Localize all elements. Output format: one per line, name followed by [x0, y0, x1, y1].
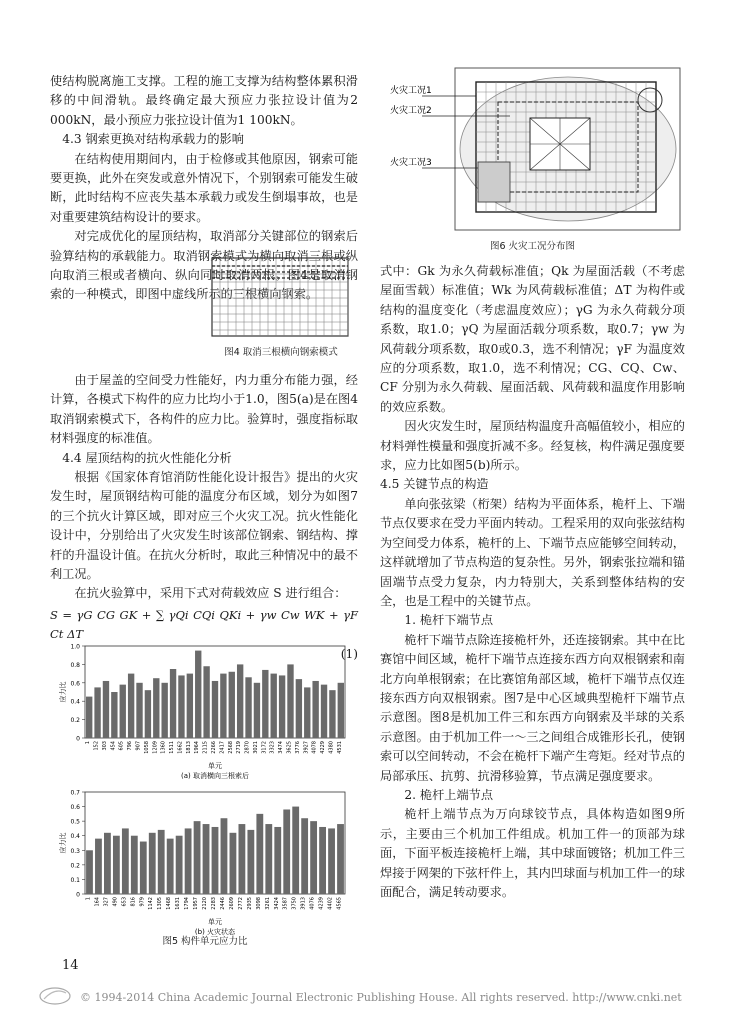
paragraph: 桅杆下端节点除连接桅杆外，还连接钢索。其中在比赛馆中间区域，桅杆下端节点连接东西方向双根钢索和南北方向单根钢索；在比赛馆角部区域，桅杆下端节点仅连接东西方向双根钢索。图7是中心区域典型桅杆下端节点示意图。图8是机加工件三和东西方向钢索及半球的关系示意图。由于机加工件一～三之间组合成锥形长孔，使钢索可以空间转动，不会在桅杆下端产生弯矩。经对节点的局部承压、抗剪、抗滑移验算，节点满足强度要求。 [380, 632, 685, 783]
paragraph: 在结构使用期间内，由于检修或其他原因，钢索可能要更换，此外在突发或意外情况下，个别钢索可能发生破断，此时结构不应丧失基本承载力或发生倒塌事故，也是对重要建筑结构设计的要求。 [50, 151, 358, 224]
x-tick-label: 4531 [336, 741, 343, 754]
bar [274, 827, 281, 894]
bar [304, 687, 310, 738]
y-tick-label: 0.3 [70, 847, 80, 855]
x-tick-label: 164 [94, 897, 101, 907]
paragraph: 单向张弦梁（桁架）结构为平面体系，桅杆上、下端节点仅要求在受力平面内转动。工程采用的双向张弦结构为空间受力体系，桅杆的上、下端节点应能够空间转动，这样就增加了节点构造的复杂性。另外，钢索张拉端和锚固端节点受力复杂，内力特别大，关系到整体结构的安全，也是工程中的关键节点。 [380, 496, 685, 608]
bar [122, 828, 129, 894]
subheading: 2. 桅杆上端节点 [404, 787, 494, 802]
x-tick-label: 1813 [185, 741, 192, 754]
x-tick-label: 907 [135, 741, 142, 751]
x-axis-label: 单元 [208, 762, 222, 770]
bar [310, 821, 317, 894]
bar [328, 828, 335, 894]
x-tick-label: 2417 [219, 741, 226, 754]
bar [153, 678, 159, 738]
bar [256, 814, 263, 894]
bar [292, 807, 299, 894]
section-heading-4-3: 4.3 钢索更换对结构承载力的影响 [62, 132, 244, 147]
bar [229, 672, 235, 738]
x-axis-label: 单元 [208, 918, 222, 926]
bar [238, 824, 245, 894]
bar [167, 839, 174, 894]
fire-zone-3 [478, 162, 510, 202]
x-tick-label: 3474 [278, 741, 285, 754]
x-tick-label: 4402 [327, 897, 334, 910]
x-tick-label: 2568 [227, 741, 234, 754]
bar [128, 674, 134, 738]
page-number: 14 [62, 958, 79, 973]
bar [203, 666, 209, 738]
paragraph: 因火灾发生时，屋顶结构温度升高幅值较小，相应的材料弹性模量和强度折减不多。经复核，构件满足强度要求，应力比如图5(b)所示。 [380, 419, 685, 473]
bar [221, 818, 228, 894]
bar [158, 830, 165, 894]
bar [265, 824, 272, 894]
left-column-lower [50, 371, 358, 664]
x-tick-label: 303 [101, 741, 108, 751]
bar [86, 697, 92, 738]
section-heading-4-5: 4.5 关键节点的构造 [380, 477, 489, 492]
x-tick-label: 454 [110, 741, 117, 751]
bar [104, 833, 111, 894]
x-tick-label: 3750 [291, 897, 298, 910]
bar [237, 664, 243, 738]
x-tick-label: 653 [121, 897, 128, 907]
x-tick-label: 3021 [252, 741, 259, 754]
copyright-footer: © 1994-2014 China Academic Journal Electronic Publishing House. All rights reserved. http://www.cnki.net [80, 991, 682, 1004]
bar [194, 821, 201, 894]
paragraph: 由于屋盖的空间受力性能好，内力重分布能力强，经计算，各模式下构件的应力比均小于1.0，图5(a)是在图4取消钢索模式下，各构件的应力比。验算时，强度指标取材料强度的标准值。 [50, 373, 358, 446]
bar [86, 850, 93, 894]
bar [212, 827, 219, 894]
x-tick-label: 1 [85, 897, 92, 901]
bar [185, 828, 192, 894]
x-tick-label: 152 [93, 741, 100, 751]
subheading: 1. 桅杆下端节点 [404, 613, 494, 628]
bar [245, 677, 251, 738]
bar [321, 685, 327, 738]
x-tick-label: 1794 [184, 897, 191, 910]
x-tick-label: 2283 [211, 897, 217, 910]
x-tick-label: 816 [130, 897, 137, 907]
bar [203, 824, 210, 894]
formula-text: S = γG CG GK + ∑ γQi CQi QKi + γw Cw WK + γF Ct ΔT [50, 607, 358, 642]
bar [338, 683, 344, 738]
x-tick-label: 3927 [303, 741, 310, 754]
bar [283, 809, 290, 894]
x-tick-label: 2609 [228, 897, 235, 910]
paragraph: 根据《国家体育馆消防性能化设计报告》提出的火灾发生时，屋顶钢结构可能的温度分布区域，划分为如图7的三个抗火计算区域，即对应三个火灾工况。抗火性能化设计中，分别给出了火灾发生时该部位钢索、钢结构、撑杆的升温设计值。在抗火分析时，取此三种情况中的最不利工况。 [50, 470, 358, 582]
bar [337, 824, 344, 894]
x-tick-label: 3261 [264, 897, 271, 910]
chart-a [55, 640, 355, 780]
bar [287, 664, 293, 738]
x-tick-label: 1058 [143, 741, 150, 754]
bar [176, 836, 183, 894]
y-tick-label: 0.7 [70, 789, 80, 797]
bar [136, 683, 142, 738]
bar [178, 675, 184, 738]
formula [50, 606, 358, 645]
x-tick-label: 1360 [160, 741, 167, 754]
bar [312, 681, 318, 738]
bar [212, 681, 218, 738]
paragraph: 式中：Gk 为永久荷载标准值；Qk 为屋面活载（不考虑屋面雪载）标准值；Wk 为风荷载标准值；ΔT 为构件或结构的温度变化（考虑温度效应）；γG 为永久荷载分项系数，取1.0；γQ 为屋面活载分项系数，取0.7；γw 为风荷载分项系数，取0或0.3，选不利情况；γF 为温度效应的分项系数，取1.0，选不利情况；CG、CQ、Cw、CF 分别为永久荷载、屋面活载、风荷载和温度作用影响的效应系数。 [380, 264, 685, 414]
bar [140, 842, 147, 894]
figure-6-caption: 图6 火灾工况分布图 [489, 241, 576, 252]
figure-4 [206, 250, 356, 360]
bar [95, 839, 102, 894]
x-tick-label: 4229 [320, 741, 327, 754]
x-tick-label: 1964 [194, 741, 201, 754]
paragraph: 使结构脱离施工支撑。工程的施工支撑为结构整体累积滑移的中间滑轨。最终确定最大预应力张拉设计值为2 000kN，最小预应力张拉设计值为1 100kN。 [50, 74, 358, 127]
x-tick-label: 3323 [269, 741, 276, 754]
y-tick-label: 0.6 [70, 804, 80, 812]
y-tick-label: 1.0 [70, 643, 80, 651]
x-tick-label: 2120 [202, 897, 209, 910]
cnki-logo-icon [38, 985, 72, 1007]
bar [247, 830, 254, 894]
x-tick-label: 1142 [148, 897, 155, 910]
section-heading-4-4: 4.4 屋顶结构的抗火性能化分析 [62, 450, 232, 465]
fire-label-2: 火灾工况2 [390, 106, 432, 116]
x-tick-label: 2935 [246, 897, 253, 910]
subfigure-caption: (b) 火灾状态 [194, 928, 236, 936]
x-tick-label: 1305 [157, 897, 164, 910]
bar [254, 683, 260, 738]
bar [94, 687, 100, 738]
bar [296, 679, 302, 738]
x-tick-label: 1209 [152, 741, 159, 754]
chart-b [55, 786, 355, 936]
x-tick-label: 1468 [166, 897, 173, 910]
y-tick-label: 0.4 [70, 698, 80, 706]
y-axis-label: 应力比 [59, 832, 67, 854]
x-tick-label: 3172 [261, 741, 268, 754]
y-tick-label: 0.4 [70, 833, 80, 841]
x-tick-label: 3625 [286, 741, 293, 754]
y-axis-label: 应力比 [59, 681, 67, 703]
x-tick-label: 3098 [255, 897, 262, 910]
bar [187, 674, 193, 738]
x-tick-label: 4078 [311, 741, 318, 754]
figure-4-grid [206, 250, 356, 342]
figure-5 [55, 640, 355, 940]
y-tick-label: 0 [76, 891, 80, 899]
bar [301, 818, 308, 894]
bar [279, 675, 285, 738]
x-tick-label: 605 [118, 741, 125, 751]
x-tick-label: 4565 [336, 897, 343, 910]
y-tick-label: 0 [76, 735, 80, 743]
center-hatch [530, 118, 590, 170]
removed-cables [212, 266, 348, 278]
x-tick-label: 327 [103, 897, 110, 907]
x-tick-label: 3424 [273, 897, 280, 910]
bar [113, 836, 120, 894]
y-tick-label: 0.8 [70, 661, 80, 669]
x-tick-label: 1957 [193, 897, 200, 910]
y-tick-label: 0.5 [70, 818, 80, 826]
x-tick-label: 3587 [282, 897, 289, 910]
fire-label-1: 火灾工况1 [390, 86, 432, 96]
x-tick-label: 1511 [169, 741, 176, 754]
paragraph: 桅杆上端节点为万向球铰节点，具体构造如图9所示，主要由三个机加工件组成。机加工件一的顶部为球面，下面平板连接桅杆上端，其中球面镀铬；机加工件三焊接于网架的下弦杆件上，其内凹球面与机加工件一的球面配合，满足转动要求。 [380, 807, 685, 899]
bar [195, 651, 201, 738]
x-tick-label: 1631 [175, 897, 182, 910]
x-tick-label: 2446 [219, 897, 226, 910]
x-tick-label: 796 [127, 741, 134, 751]
paragraph: 在抗火验算中，采用下式对荷载效应 S 进行组合： [74, 586, 347, 601]
x-tick-label: 2115 [202, 741, 209, 754]
x-tick-label: 4239 [318, 897, 325, 910]
x-tick-label: 979 [139, 897, 146, 907]
figure-4-caption: 图4 取消三根横向钢索模式 [224, 347, 338, 358]
x-tick-label: 2719 [236, 741, 243, 754]
bar [120, 685, 126, 738]
y-tick-label: 0.2 [70, 717, 80, 725]
right-column [380, 262, 685, 902]
x-tick-label: 490 [112, 897, 119, 907]
subfigure-caption: (a) 取消横向三根索后 [181, 772, 249, 780]
bar [319, 827, 326, 894]
grid-border [212, 258, 348, 336]
bar [262, 670, 268, 738]
figure-6-diagram [380, 66, 685, 234]
x-tick-label: 2870 [244, 741, 251, 754]
x-tick-label: 4076 [309, 897, 316, 910]
bar [230, 833, 237, 894]
figure-5-caption: 图5 构件单元应力比 [162, 936, 248, 947]
figure-6 [380, 66, 685, 234]
y-tick-label: 0.2 [70, 862, 80, 870]
bar [103, 681, 109, 738]
bar [149, 833, 156, 894]
fire-label-3: 火灾工况3 [390, 158, 432, 168]
bar [170, 669, 176, 738]
paragraph-wrap-text: 对完成优化的屋顶结构，取消部分关键部位的钢索后验算结构的承载能力。取消钢索模式为横向取消三根或纵向取消三根或者横向、纵向同时取消两根。图4是取消钢索的一种模式，即图中虚线所示的三根横向钢索。 [50, 229, 358, 302]
y-tick-label: 0.6 [70, 680, 80, 688]
bar [111, 692, 117, 738]
bar [145, 690, 151, 738]
x-tick-label: 3776 [294, 741, 301, 754]
formula-number: (1) [340, 646, 358, 661]
x-tick-label: 2772 [237, 897, 244, 910]
bar [131, 836, 138, 894]
x-tick-label: 1662 [177, 741, 184, 754]
y-tick-label: 0.1 [70, 876, 80, 884]
bar [329, 690, 335, 738]
x-tick-label: 1 [85, 741, 92, 745]
bar [161, 683, 167, 738]
x-tick-label: 3913 [300, 897, 307, 910]
x-tick-label: 4380 [328, 741, 335, 754]
x-tick-label: 2266 [211, 741, 217, 754]
bar [271, 674, 277, 738]
bar [220, 674, 226, 738]
